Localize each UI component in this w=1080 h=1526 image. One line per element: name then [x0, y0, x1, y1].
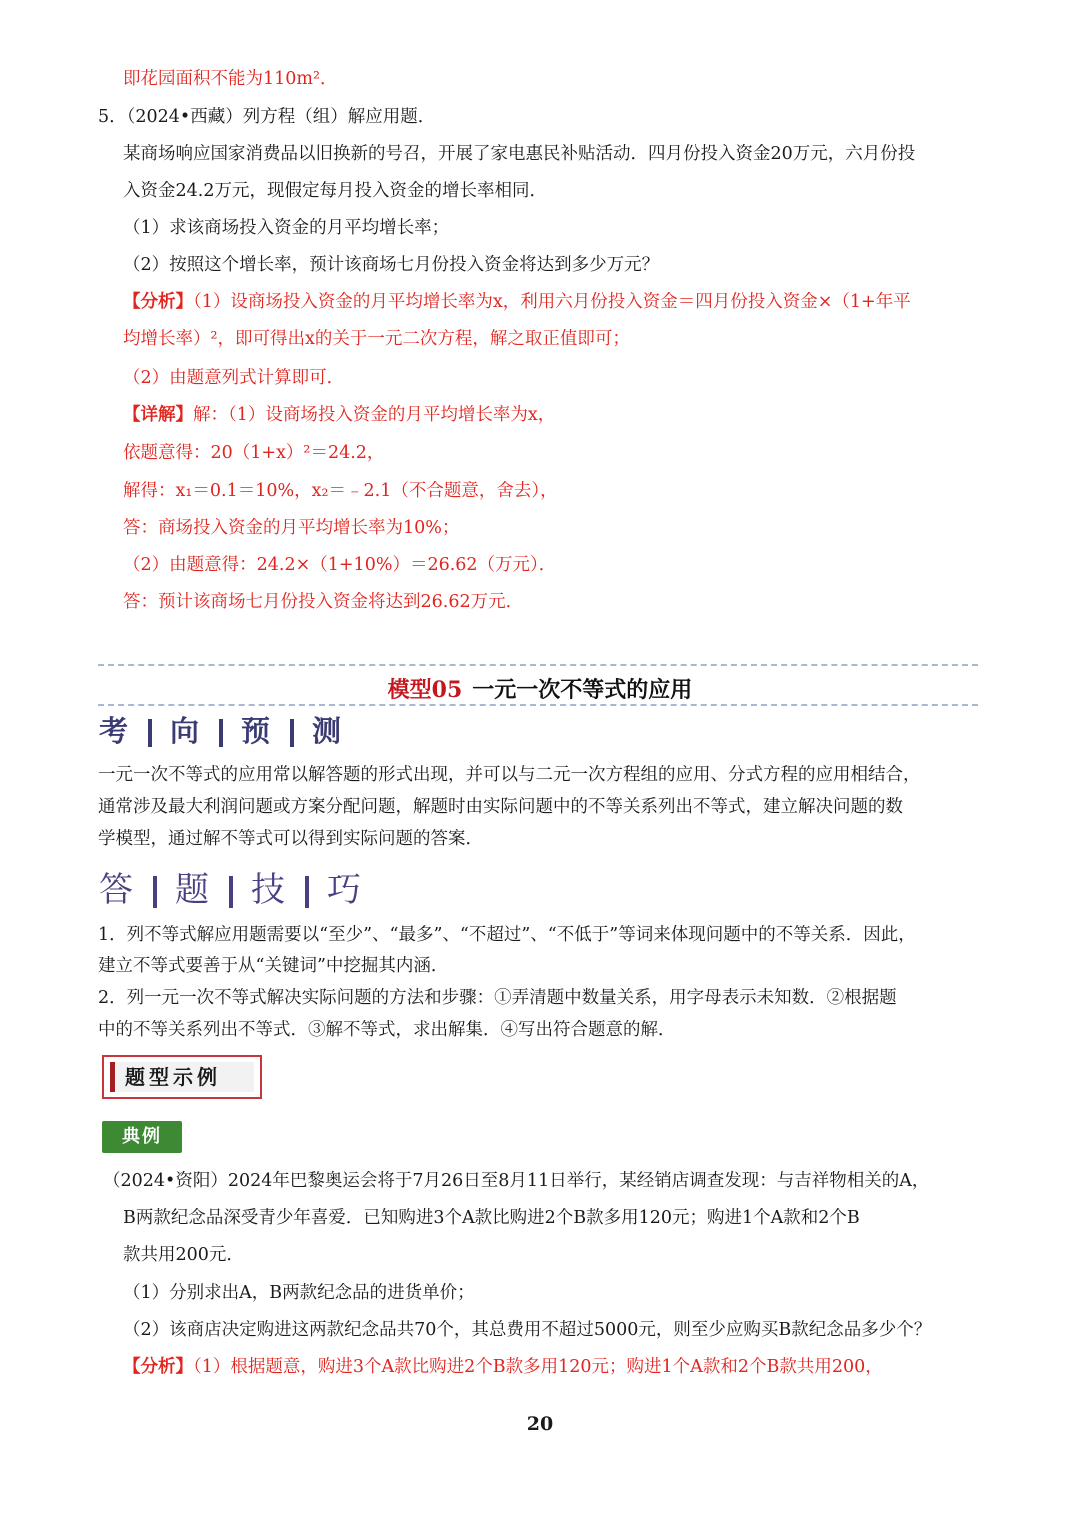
kaoxiang-para-line2: 通常涉及最大利润问题或方案分配问题，解题时由实际问题中的不等关系列出不等式，建立解决问题的数	[98, 797, 903, 817]
heading-separator	[153, 876, 157, 908]
dianli-badge: 典例	[102, 1121, 182, 1153]
analysis-text: （1）根据题意，购进3个A款比购进2个B款多用120元；购进1个A款和2个B款共用200，	[193, 1357, 883, 1377]
detail-label: 【详解】	[123, 405, 193, 425]
prev-answer-line: 即花园面积不能为110m²．	[123, 69, 338, 89]
analysis-label: 【分析】	[123, 1357, 193, 1377]
heading-char: 题	[175, 870, 211, 910]
analysis-label: 【分析】	[123, 292, 193, 312]
q5-stem-line2: 入资金24.2万元，现假定每月投入资金的增长率相同．	[123, 181, 547, 201]
example-part1: （1）分别求出A，B两款纪念品的进货单价；	[123, 1283, 475, 1303]
example-line3: 款共用200元．	[123, 1245, 244, 1265]
example-analysis-line1	[123, 1355, 883, 1379]
tip2-line2: 中的不等关系列出不等式．③解不等式，求出解集．④写出符合题意的解．	[98, 1020, 676, 1040]
heading-char: 向	[170, 714, 202, 748]
model-heading	[0, 673, 1080, 704]
heading-char: 考	[99, 714, 131, 748]
heading-char: 技	[251, 870, 287, 910]
tip1-line1: 1．列不等式解应用题需要以“至少”、“最多”、“不超过”、“不低于”等词来体现问题中的不等关系．因此，	[98, 925, 916, 945]
section-heading-dati	[99, 862, 363, 911]
heading-char: 巧	[327, 870, 363, 910]
q5-detail-line5: （2）由题意得：24.2×（1+10%）＝26.62（万元）．	[123, 555, 557, 575]
heading-separator	[229, 876, 233, 908]
tixing-badge-label: 题型示例	[110, 1062, 254, 1092]
example-line1: （2024•资阳）2024年巴黎奥运会将于7月26日至8月11日举行，某经销店调查发现：与吉祥物相关的A，	[103, 1171, 930, 1191]
divider-top	[98, 664, 978, 666]
heading-char: 预	[241, 714, 273, 748]
q5-title: 5．（2024•西藏）列方程（组）解应用题．	[98, 107, 436, 127]
q5-detail-line2: 依题意得：20（1+x）²＝24.2，	[123, 443, 385, 463]
q5-stem-line1: 某商场响应国家消费品以旧换新的号召，开展了家电惠民补贴活动．四月份投入资金20万元，六月份投	[123, 144, 916, 164]
tip1-line2: 建立不等式要善于从“关键词”中挖掘其内涵．	[98, 956, 449, 976]
q5-detail-line3: 解得：x₁＝0.1＝10%，x₂＝﹣2.1（不合题意，舍去），	[123, 481, 558, 501]
heading-char: 答	[99, 870, 135, 910]
heading-separator	[290, 719, 294, 747]
heading-separator	[305, 876, 309, 908]
tip2-line1: 2．列一元一次不等式解决实际问题的方法和步骤：①弄清题中数量关系，用字母表示未知数．②根据题	[98, 988, 897, 1008]
q5-analysis-line2: 均增长率）²，即可得出x的关于一元二次方程，解之取正值即可；	[123, 329, 630, 349]
detail-text: 解：（1）设商场投入资金的月平均增长率为x，	[193, 405, 556, 425]
heading-separator	[219, 719, 223, 747]
tixing-badge	[102, 1055, 262, 1099]
analysis-text: （1）设商场投入资金的月平均增长率为x，利用六月份投入资金＝四月份投入资金×（1+年平	[193, 292, 911, 312]
model-title: 一元一次不等式的应用	[472, 677, 693, 703]
divider-bottom	[98, 704, 978, 706]
heading-separator	[148, 719, 152, 747]
q5-detail-line4: 答：商场投入资金的月平均增长率为10%；	[123, 518, 460, 538]
q5-analysis-line1	[123, 290, 911, 314]
kaoxiang-para-line1: 一元一次不等式的应用常以解答题的形式出现，并可以与二元一次方程组的应用、分式方程的应用相结合，	[98, 765, 921, 785]
heading-char: 测	[312, 714, 344, 748]
model-tag: 模型05	[387, 677, 463, 703]
kaoxiang-para-line3: 学模型，通过解不等式可以得到实际问题的答案．	[98, 829, 483, 849]
example-line2: B两款纪念品深受青少年喜爱．已知购进3个A款比购进2个B款多用120元；购进1个A款和2个B	[123, 1208, 860, 1228]
example-part2: （2）该商店决定购进这两款纪念品共70个，其总费用不超过5000元，则至少应购买B款纪念品多少个？	[123, 1320, 932, 1340]
q5-detail-line6: 答：预计该商场七月份投入资金将达到26.62万元．	[123, 592, 524, 612]
q5-analysis-line3: （2）由题意列式计算即可．	[123, 368, 345, 388]
q5-part1: （1）求该商场投入资金的月平均增长率；	[123, 218, 450, 238]
section-heading-kaoxiang	[99, 709, 343, 750]
page-number: 20	[526, 1413, 554, 1435]
q5-detail-line1	[123, 403, 555, 427]
q5-part2: （2）按照这个增长率，预计该商场七月份投入资金将达到多少万元？	[123, 255, 660, 275]
